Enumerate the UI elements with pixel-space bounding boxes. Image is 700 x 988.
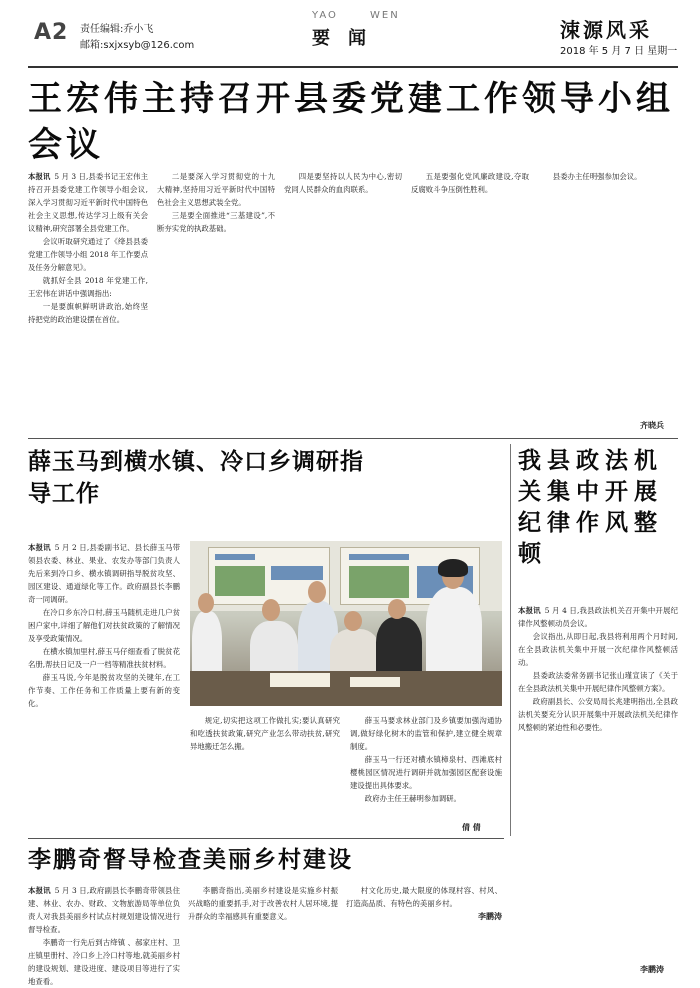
issue-date: 2018 年 5 月 7 日 星期一 (560, 46, 678, 57)
article2-para-2: 在冷口乡东冷口村,薛玉马随机走进几户贫困户家中,详细了解他们对扶贫政策的了解情况及享受政策情况。 (28, 608, 180, 643)
article1-para-6: 三是要全面推进“三基建设”,不断夯实党的执政基础。 (157, 211, 275, 233)
article4-byline: 李鹏涛 (478, 911, 502, 921)
article2-para-6: 薛玉马要求林业部门及乡镇要加强沟通协调,做好绿化树木的监管和保护,建立健全规章制度。 (350, 716, 502, 751)
inspection-photo (190, 541, 502, 706)
article1-para-8: 五是要强化党风廉政建设,夺取反腐败斗争压倒性胜利。 (411, 172, 529, 194)
article2-column-3 (350, 714, 502, 824)
section-english (312, 10, 400, 21)
article3-para-1: 5 月 4 日,我县政法机关召开集中开展纪律作风整顿动员会议。 (518, 606, 678, 628)
article2-headline: 薛玉马到横水镇、冷口乡调研指导工作 (28, 449, 364, 507)
article3-headline: 我县政法机关集中开展纪律作风整顿 (518, 448, 663, 567)
section-english-1: YAO (312, 10, 338, 21)
column-divider (510, 444, 511, 836)
article1-para-3: 就抓好全县 2018 年党建工作,王宏伟在讲话中强调指出: (28, 276, 148, 298)
section-title: 要闻 (312, 28, 384, 49)
article4-column-3 (346, 884, 502, 974)
article1-para-7: 四是要坚持以人民为中心,密切党同人民群众的血肉联系。 (284, 172, 402, 194)
article2-para-7: 薛玉马一行还对横水镇樟泉村、西滩底村樱桃园区情况进行调研并就加强园区配套设施建设提出具体要求。 (350, 755, 502, 790)
article4-para-1: 5 月 3 日,政府副县长李鹏奇带领县住建、林业、农办、财政、文物旅游局等单位负责人对我县美丽乡村试点村规划建设情况进行督导检查。 (28, 886, 180, 934)
article1-column-3 (284, 170, 402, 432)
article2-para-4: 薛玉马说,今年是脱贫攻坚的关键年,在工作节奏、工作任务和工作质量上要有新的变化。 (28, 673, 180, 708)
editor-info (80, 22, 194, 54)
article1-column-4 (411, 170, 529, 432)
article2-para-8: 政府办主任王赫明参加调研。 (364, 794, 461, 803)
article1-byline: 齐晓兵 (640, 420, 664, 430)
article4-para-4: 村文化历史,最大限度的体现村容、村风、打造高品质、有特色的美丽乡村。 (346, 886, 502, 908)
editor-label: 责任编辑:乔小飞 (80, 24, 154, 35)
newspaper-name: 涑源风采 (560, 18, 652, 42)
article4-headline: 李鹏奇督导检查美丽乡村建设 (28, 847, 353, 873)
photo-table (190, 671, 502, 706)
section-english-2: WEN (370, 10, 400, 21)
article3-column (518, 604, 678, 960)
article1-column-5 (538, 170, 678, 418)
article2-tag: 本报讯 (28, 543, 51, 552)
article1-headline: 王宏伟主持召开县委党建工作领导小组会议 (28, 79, 674, 165)
article4-column-1 (28, 884, 180, 986)
article3-para-4: 政府副县长、公安局局长兆建明指出,全县政法机关要充分认识开展集中开展政法机关纪律作风整顿的紧迫性和必要性。 (518, 697, 678, 732)
article4-para-2: 李鹏奇一行先后到古绛镇 、郝家庄村、卫庄镇里册村、冷口乡上冷口村等地,就美丽乡村的建设规划、建设进度、建设项目等进行了实地查看。 (28, 938, 180, 986)
divider-2 (28, 838, 504, 839)
article1-para-1: 5 月 3 日,县委书记王宏伟主持召开县委党建工作领导小组会议,深入学习贯彻习近平新时代中国特色社会主义思想,传达学习上级有关会议精神,研究部署全县党建工作。 (28, 172, 148, 233)
masthead (0, 0, 700, 72)
article2-column-2 (190, 714, 340, 834)
divider-1 (28, 438, 678, 439)
article4-tag: 本报讯 (28, 886, 51, 895)
article1-para-2: 会议听取研究通过了《绛县县委党建工作领导小组 2018 年工作要点及任务分解意见》。 (28, 237, 148, 272)
article3-para-3: 县委政法委常务副书记张山瑾宣读了《关于在全县政法机关集中开展纪律作风整顿方案》。 (518, 671, 678, 693)
article1-para-5: 二是要深入学习贯彻党的十九大精神,坚持用习近平新时代中国特色社会主义思想武装全党。 (157, 172, 275, 207)
article3-tag: 本报讯 (518, 606, 541, 615)
photo-person-6 (426, 587, 482, 681)
article1-para-9: 县委办主任明强参加会议。 (552, 172, 642, 181)
article2-para-1: 5 月 2 日,县委副书记、县长薛玉马带领县农委、林业、果业、农发办等部门负责人先后来到冷口乡、横水镇调研指导脱贫攻坚、园区建设、通道绿化等工作。政府副县长李鹏奇一同调研。 (28, 543, 180, 604)
article1-tag: 本报讯 (28, 172, 51, 181)
page-number: A2 (34, 20, 69, 45)
article3-byline: 李鹏涛 (640, 964, 664, 974)
article1-para-4: 一是要旗帜鲜明讲政治,始终坚持把党的政治建设摆在首位。 (28, 302, 148, 324)
header-rule (28, 66, 678, 68)
article2-byline: 倩 倩 (462, 822, 481, 832)
article1-column-1 (28, 170, 148, 432)
article2-para-3: 在横水镇加里村,薛玉马仔细查看了脱贫花名册,帮扶日记及一户一档等精准扶贫材料。 (28, 647, 180, 669)
article3-para-2: 会议指出,从即日起,我县将利用两个月时间,在全县政法机关集中开展一次纪律作风整顿活动。 (518, 632, 678, 667)
email-label: 邮箱:sxjxsyb@126.com (80, 40, 195, 51)
article4-para-3: 李鹏奇指出,美丽乡村建设是实施乡村振兴战略的重要抓手,对于改善农村人居环境,提升群众的幸福感具有重要意义。 (188, 886, 338, 921)
article4-column-2 (188, 884, 338, 974)
article2-para-5: 规定,切实把这项工作做扎实;要认真研究和吃透扶贫政策,研究产业怎么带动扶贫,研究异地搬迁怎么搬。 (190, 716, 340, 751)
article1-column-2 (157, 170, 275, 432)
article2-column-1 (28, 541, 180, 833)
